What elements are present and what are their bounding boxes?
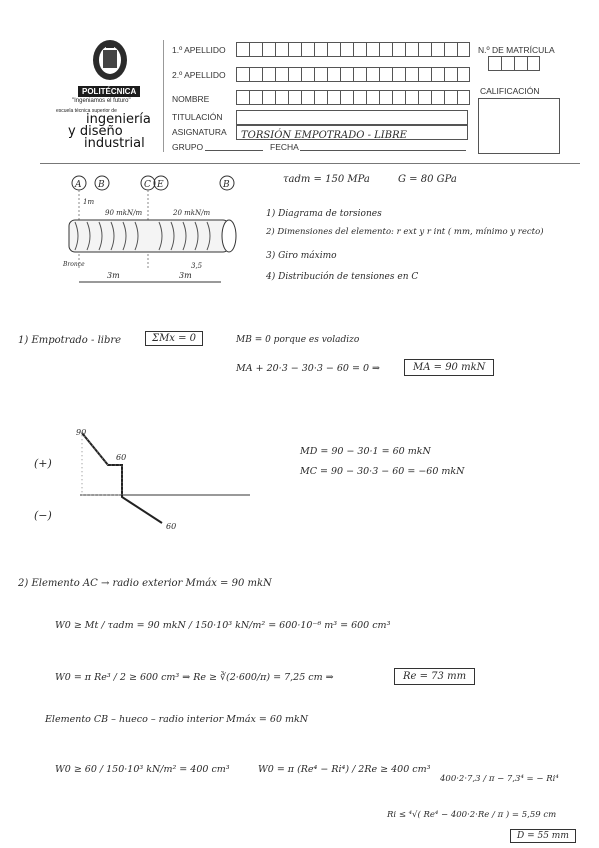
task-2: 2) Dimensiones del elemento: r ext y r int ( mm, mínimo y recto) xyxy=(266,227,544,237)
input-cell[interactable] xyxy=(275,42,288,57)
input-cell[interactable] xyxy=(379,42,392,57)
brand-line-3: industrial xyxy=(84,136,145,151)
label-apellido2: 2.º APELLIDO xyxy=(172,70,226,80)
re-result: Re = 73 mm xyxy=(394,668,475,685)
ri-equation: Ri ≤ ⁴√( Re⁴ − 400·2·Re / π ) = 5,59 cm xyxy=(387,810,557,820)
input-cell[interactable] xyxy=(314,42,327,57)
shear-modulus: G = 80 GPa xyxy=(398,174,457,185)
input-cell[interactable] xyxy=(353,42,366,57)
point-B2: B xyxy=(223,180,230,190)
header-divider xyxy=(163,40,164,152)
input-cell[interactable] xyxy=(457,42,470,57)
w-cb-equation: W0 ≥ 60 / 150·10³ kN/m² = 400 cm³ xyxy=(55,764,230,775)
input-cell[interactable] xyxy=(327,42,340,57)
input-cell[interactable] xyxy=(340,42,353,57)
w0-cb-equation: W0 = π (Re⁴ − Ri⁴) / 2Re ≥ 400 cm³ xyxy=(258,764,431,775)
brand-line-2: y diseño xyxy=(68,124,123,139)
input-cell[interactable] xyxy=(527,56,540,71)
label-titulacion: TITULACIÓN xyxy=(172,112,223,122)
point-C: C xyxy=(144,180,151,190)
task-1: 1) Diagrama de torsiones xyxy=(266,209,382,219)
input-cell[interactable] xyxy=(514,56,527,71)
input-cell[interactable] xyxy=(236,42,249,57)
task-3: 3) Giro máximo xyxy=(266,251,337,261)
input-cell[interactable] xyxy=(392,67,405,82)
dim-right: 3m xyxy=(179,271,192,280)
input-cell[interactable] xyxy=(444,67,457,82)
grupo-field[interactable] xyxy=(205,150,263,151)
input-cell[interactable] xyxy=(405,90,418,105)
section2-title: 2) Elemento AC → radio exterior Mmáx = 90 mkN xyxy=(18,578,272,589)
cb-title: Elemento CB – hueco – radio interior Mmáx = 60 mkN xyxy=(45,714,309,725)
ma-result: MA = 90 mkN xyxy=(404,359,494,376)
input-cell[interactable] xyxy=(418,90,431,105)
input-cell[interactable] xyxy=(262,90,275,105)
input-cell[interactable] xyxy=(327,90,340,105)
diag-minus: (−) xyxy=(34,509,52,522)
dim-35: 3,5 xyxy=(191,262,203,270)
input-cell[interactable] xyxy=(340,90,353,105)
label-fecha: FECHA xyxy=(270,142,299,152)
input-cell[interactable] xyxy=(353,67,366,82)
input-cell[interactable] xyxy=(431,42,444,57)
input-cell[interactable] xyxy=(366,67,379,82)
input-cell[interactable] xyxy=(457,90,470,105)
label-calificacion: CALIFICACIÓN xyxy=(480,86,540,96)
asignatura-field[interactable] xyxy=(236,124,468,140)
input-cell[interactable] xyxy=(418,67,431,82)
input-cell[interactable] xyxy=(405,67,418,82)
dim-1m: 1m xyxy=(83,198,95,206)
input-cell[interactable] xyxy=(418,42,431,57)
label-grupo: GRUPO xyxy=(172,142,204,152)
input-cell[interactable] xyxy=(314,90,327,105)
input-cell[interactable] xyxy=(431,90,444,105)
input-cell[interactable] xyxy=(249,67,262,82)
input-cell[interactable] xyxy=(340,67,353,82)
section1-title: 1) Empotrado - libre xyxy=(18,335,122,346)
diag-60-bottom: 60 xyxy=(166,522,177,531)
university-motto: "Ingeniamos el futuro" xyxy=(72,98,131,104)
input-cell[interactable] xyxy=(249,42,262,57)
beam-sketch xyxy=(55,170,255,298)
label-asignatura: ASIGNATURA xyxy=(172,127,227,137)
input-cell[interactable] xyxy=(236,67,249,82)
input-cell[interactable] xyxy=(262,42,275,57)
input-cell[interactable] xyxy=(275,90,288,105)
apellido1-field[interactable] xyxy=(236,42,470,57)
calificacion-box[interactable] xyxy=(478,98,560,154)
mb-statement: MB = 0 porque es voladizo xyxy=(236,335,360,345)
nombre-field[interactable] xyxy=(236,90,470,105)
input-cell[interactable] xyxy=(288,67,301,82)
md-eq: MD = 90 − 30·1 = 60 mkN xyxy=(300,446,431,457)
input-cell[interactable] xyxy=(353,90,366,105)
input-cell[interactable] xyxy=(249,90,262,105)
input-cell[interactable] xyxy=(262,67,275,82)
point-E: E xyxy=(157,180,164,190)
input-cell[interactable] xyxy=(366,90,379,105)
university-logo xyxy=(68,36,152,106)
torsion-diagram xyxy=(30,425,260,535)
input-cell[interactable] xyxy=(379,90,392,105)
input-cell[interactable] xyxy=(288,90,301,105)
equilibrium-eq: MA + 20·3 − 30·3 − 60 = 0 ⇒ xyxy=(236,363,381,374)
header-rule xyxy=(40,163,580,164)
diag-60-top: 60 xyxy=(116,453,127,462)
point-B: B xyxy=(98,180,105,190)
diag-90: 90 xyxy=(76,428,87,437)
diag-plus: (+) xyxy=(34,457,52,470)
brand-line-1: ingeniería xyxy=(86,112,151,127)
input-cell[interactable] xyxy=(405,42,418,57)
input-cell[interactable] xyxy=(392,42,405,57)
label-nombre: NOMBRE xyxy=(172,94,210,104)
input-cell[interactable] xyxy=(236,90,249,105)
input-cell[interactable] xyxy=(392,90,405,105)
dim-left: 3m xyxy=(107,271,120,280)
ri-result: D = 55 mm xyxy=(510,829,576,843)
input-cell[interactable] xyxy=(501,56,514,71)
load-90: 90 mkN/m xyxy=(105,209,143,217)
section1-boxed-eq: ΣMx = 0 xyxy=(145,331,203,346)
w0-equation: W0 = π Re³ / 2 ≥ 600 cm³ ⇒ Re ≥ ∛(2·600/π) = 7,25 cm ⇒ xyxy=(55,672,334,683)
input-cell[interactable] xyxy=(457,67,470,82)
input-cell[interactable] xyxy=(301,90,314,105)
input-cell[interactable] xyxy=(288,42,301,57)
input-cell[interactable] xyxy=(444,90,457,105)
label-matricula: N.º DE MATRÍCULA xyxy=(478,45,555,55)
input-cell[interactable] xyxy=(301,42,314,57)
point-A: A xyxy=(75,180,82,190)
input-cell[interactable] xyxy=(314,67,327,82)
input-cell[interactable] xyxy=(327,67,340,82)
matricula-field[interactable] xyxy=(488,56,540,71)
mc-eq: MC = 90 − 30·3 − 60 = −60 mkN xyxy=(300,466,465,477)
input-cell[interactable] xyxy=(431,67,444,82)
input-cell[interactable] xyxy=(488,56,501,71)
input-cell[interactable] xyxy=(275,67,288,82)
label-apellido1: 1.º APELLIDO xyxy=(172,45,226,55)
input-cell[interactable] xyxy=(379,67,392,82)
input-cell[interactable] xyxy=(444,42,457,57)
tau-adm: τadm = 150 MPa xyxy=(283,174,370,185)
input-cell[interactable] xyxy=(366,42,379,57)
fecha-field[interactable] xyxy=(300,150,466,151)
side-equation: 400·2·7,3 / π − 7,3⁴ = − Ri⁴ xyxy=(440,774,559,784)
asignatura-value: TORSIÓN EMPOTRADO - LIBRE xyxy=(241,130,407,141)
ext-label: Bronce xyxy=(63,261,85,268)
input-cell[interactable] xyxy=(301,67,314,82)
university-name: POLITÉCNICA xyxy=(78,86,140,97)
school-brand xyxy=(56,108,166,150)
load-20: 20 mkN/m xyxy=(173,209,211,217)
task-4: 4) Distribución de tensiones en C xyxy=(266,272,419,282)
apellido2-field[interactable] xyxy=(236,67,470,82)
school-small: escuela técnica superior de xyxy=(56,108,117,114)
w-equation: W0 ≥ Mt / τadm = 90 mkN / 150·10³ kN/m² = 600·10⁻⁶ m³ = 600 cm³ xyxy=(55,620,391,631)
crest-icon xyxy=(68,36,152,86)
